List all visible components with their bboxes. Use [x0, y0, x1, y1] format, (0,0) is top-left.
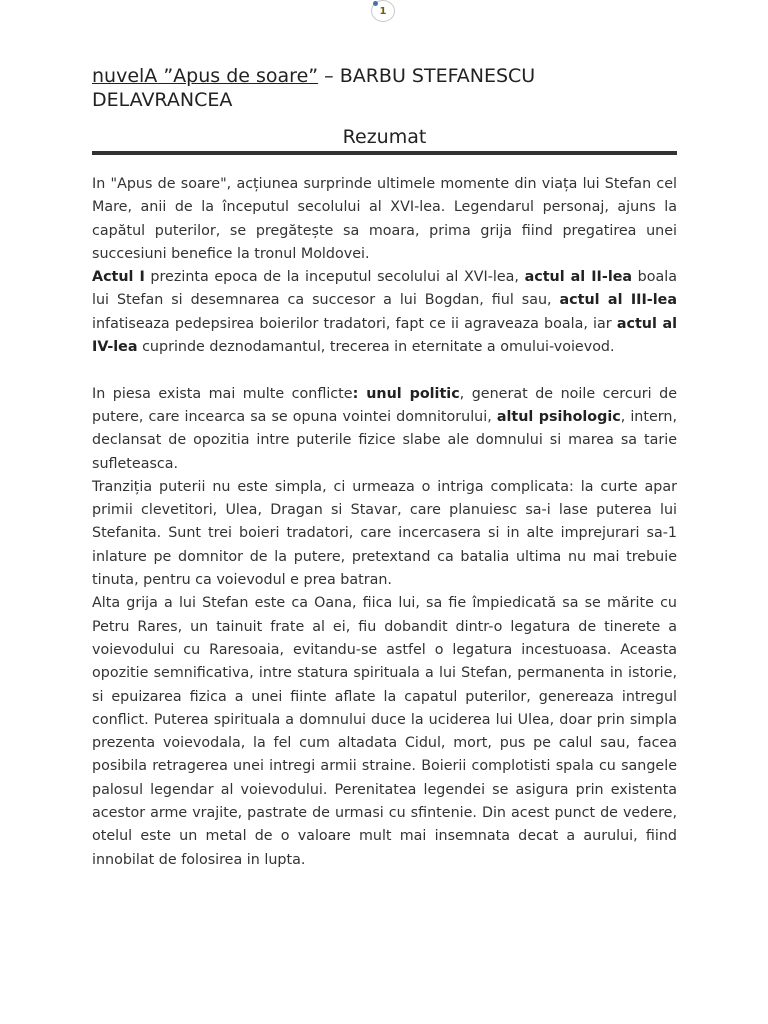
badge-dot-icon	[373, 1, 378, 6]
acts-text-3: infatiseaza pedepsirea boierilor tradatori, fapt ce ii agraveaza boala, iar	[92, 315, 617, 332]
conflicts-text-3: , intern, declansat de opozitia intre puterile fizice slabe ale domnului si marea sa tarie sufleteasca.	[92, 408, 677, 472]
acts-text-2: boala lui Stefan si desemnarea ca succesor a lui Bogdan, fiul sau,	[92, 269, 677, 309]
conflicts-text-1: In piesa exista mai multe conflicte	[92, 385, 353, 402]
heading-rule	[92, 151, 677, 155]
act-1-label: Actul I	[92, 269, 145, 286]
paragraph-conflicts	[92, 383, 677, 476]
document-title	[92, 64, 678, 112]
page-number: 1	[379, 5, 387, 17]
paragraph-intro: In "Apus de soare", acțiunea surprinde ultimele momente din viața lui Stefan cel Mare, anii de la începutul secolului al XVI-lea. Legendarul personaj, ajuns la capătul puterilor, se pregătește sa moara, prima grija fiind pregatirea unei succesiuni benefice la tronul Moldovei.	[92, 176, 677, 262]
conflict-political-label: : unul politic	[352, 385, 460, 402]
section-heading: Rezumat	[342, 126, 427, 148]
page-number-badge	[371, 0, 395, 22]
acts-text-1: prezinta epoca de la inceputul secolului al XVI-lea,	[144, 269, 525, 286]
paragraph-oana: Alta grija a lui Stefan este ca Oana, fiica lui, sa fie împiedicată sa se mărite cu Petru Rares, un tainuit frate al ei, fiu dobandit dintr-o legatura de tinerete a voievodului cu Raresoaia, evitandu-se astfel o legatura incestuoasa. Aceasta opozitie semnificativa, intre statura spirituala a lui Stefan, permanenta in istorie, si epuizarea fizica a unei fiinte aflate la capatul puterilor, genereaza intregul conflict. Puterea spirituala a domnului duce la uciderea lui Ulea, doar prin simpla prezenta voievodala, la fel cum altadata Cidul, mort, pus pe calul sau, facea posibila retragerea unei intregi armii straine. Boierii complotisti spala cu sangele palosul legendar al voievodului. Perenitatea legendei se asigura prin existenta acestor arme vrajite, pastrate de urmasi cu sfintenie. Din acest punct de vedere, otelul este un metal de o valoare mult mai insemnata decat a aurului, fiind innobilat de folosirea in lupta.	[92, 595, 677, 868]
act-3-label: actul al III-lea	[559, 292, 677, 309]
paragraph-spacer	[92, 359, 677, 382]
paragraph-intrigue: Tranziția puterii nu este simpla, ci urmeaza o intriga complicata: la curte apar primii clevetitori, Ulea, Dragan si Stavar, care planuiesc sa-i lase puterea lui Stefanita. Sunt trei boieri tradatori, care incercasera si in alte imprejurari sa-1 inlature pe domnitor de la putere, pretextand ca batalia ultima nu mai trebuie tinuta, pentru ca voievodul e prea batran.	[92, 478, 677, 589]
acts-text-4: cuprinde deznodamantul, trecerea in eternitate a omului-voievod.	[137, 339, 615, 356]
title-work: nuvelA ”Apus de soare”	[92, 65, 319, 87]
conflicts-text-2: , generat de noile cercuri de putere, care incearca sa se opuna vointei domnitorului,	[92, 385, 677, 425]
document-body	[92, 173, 677, 872]
paragraph-acts	[92, 266, 677, 359]
act-2-label: actul al II-lea	[524, 269, 633, 286]
act-4-label: actul al IV-lea	[92, 315, 678, 356]
conflict-psychological-label: altul psihologic	[496, 408, 621, 425]
title-author: – BARBU STEFANESCU DELAVRANCEA	[92, 65, 536, 111]
